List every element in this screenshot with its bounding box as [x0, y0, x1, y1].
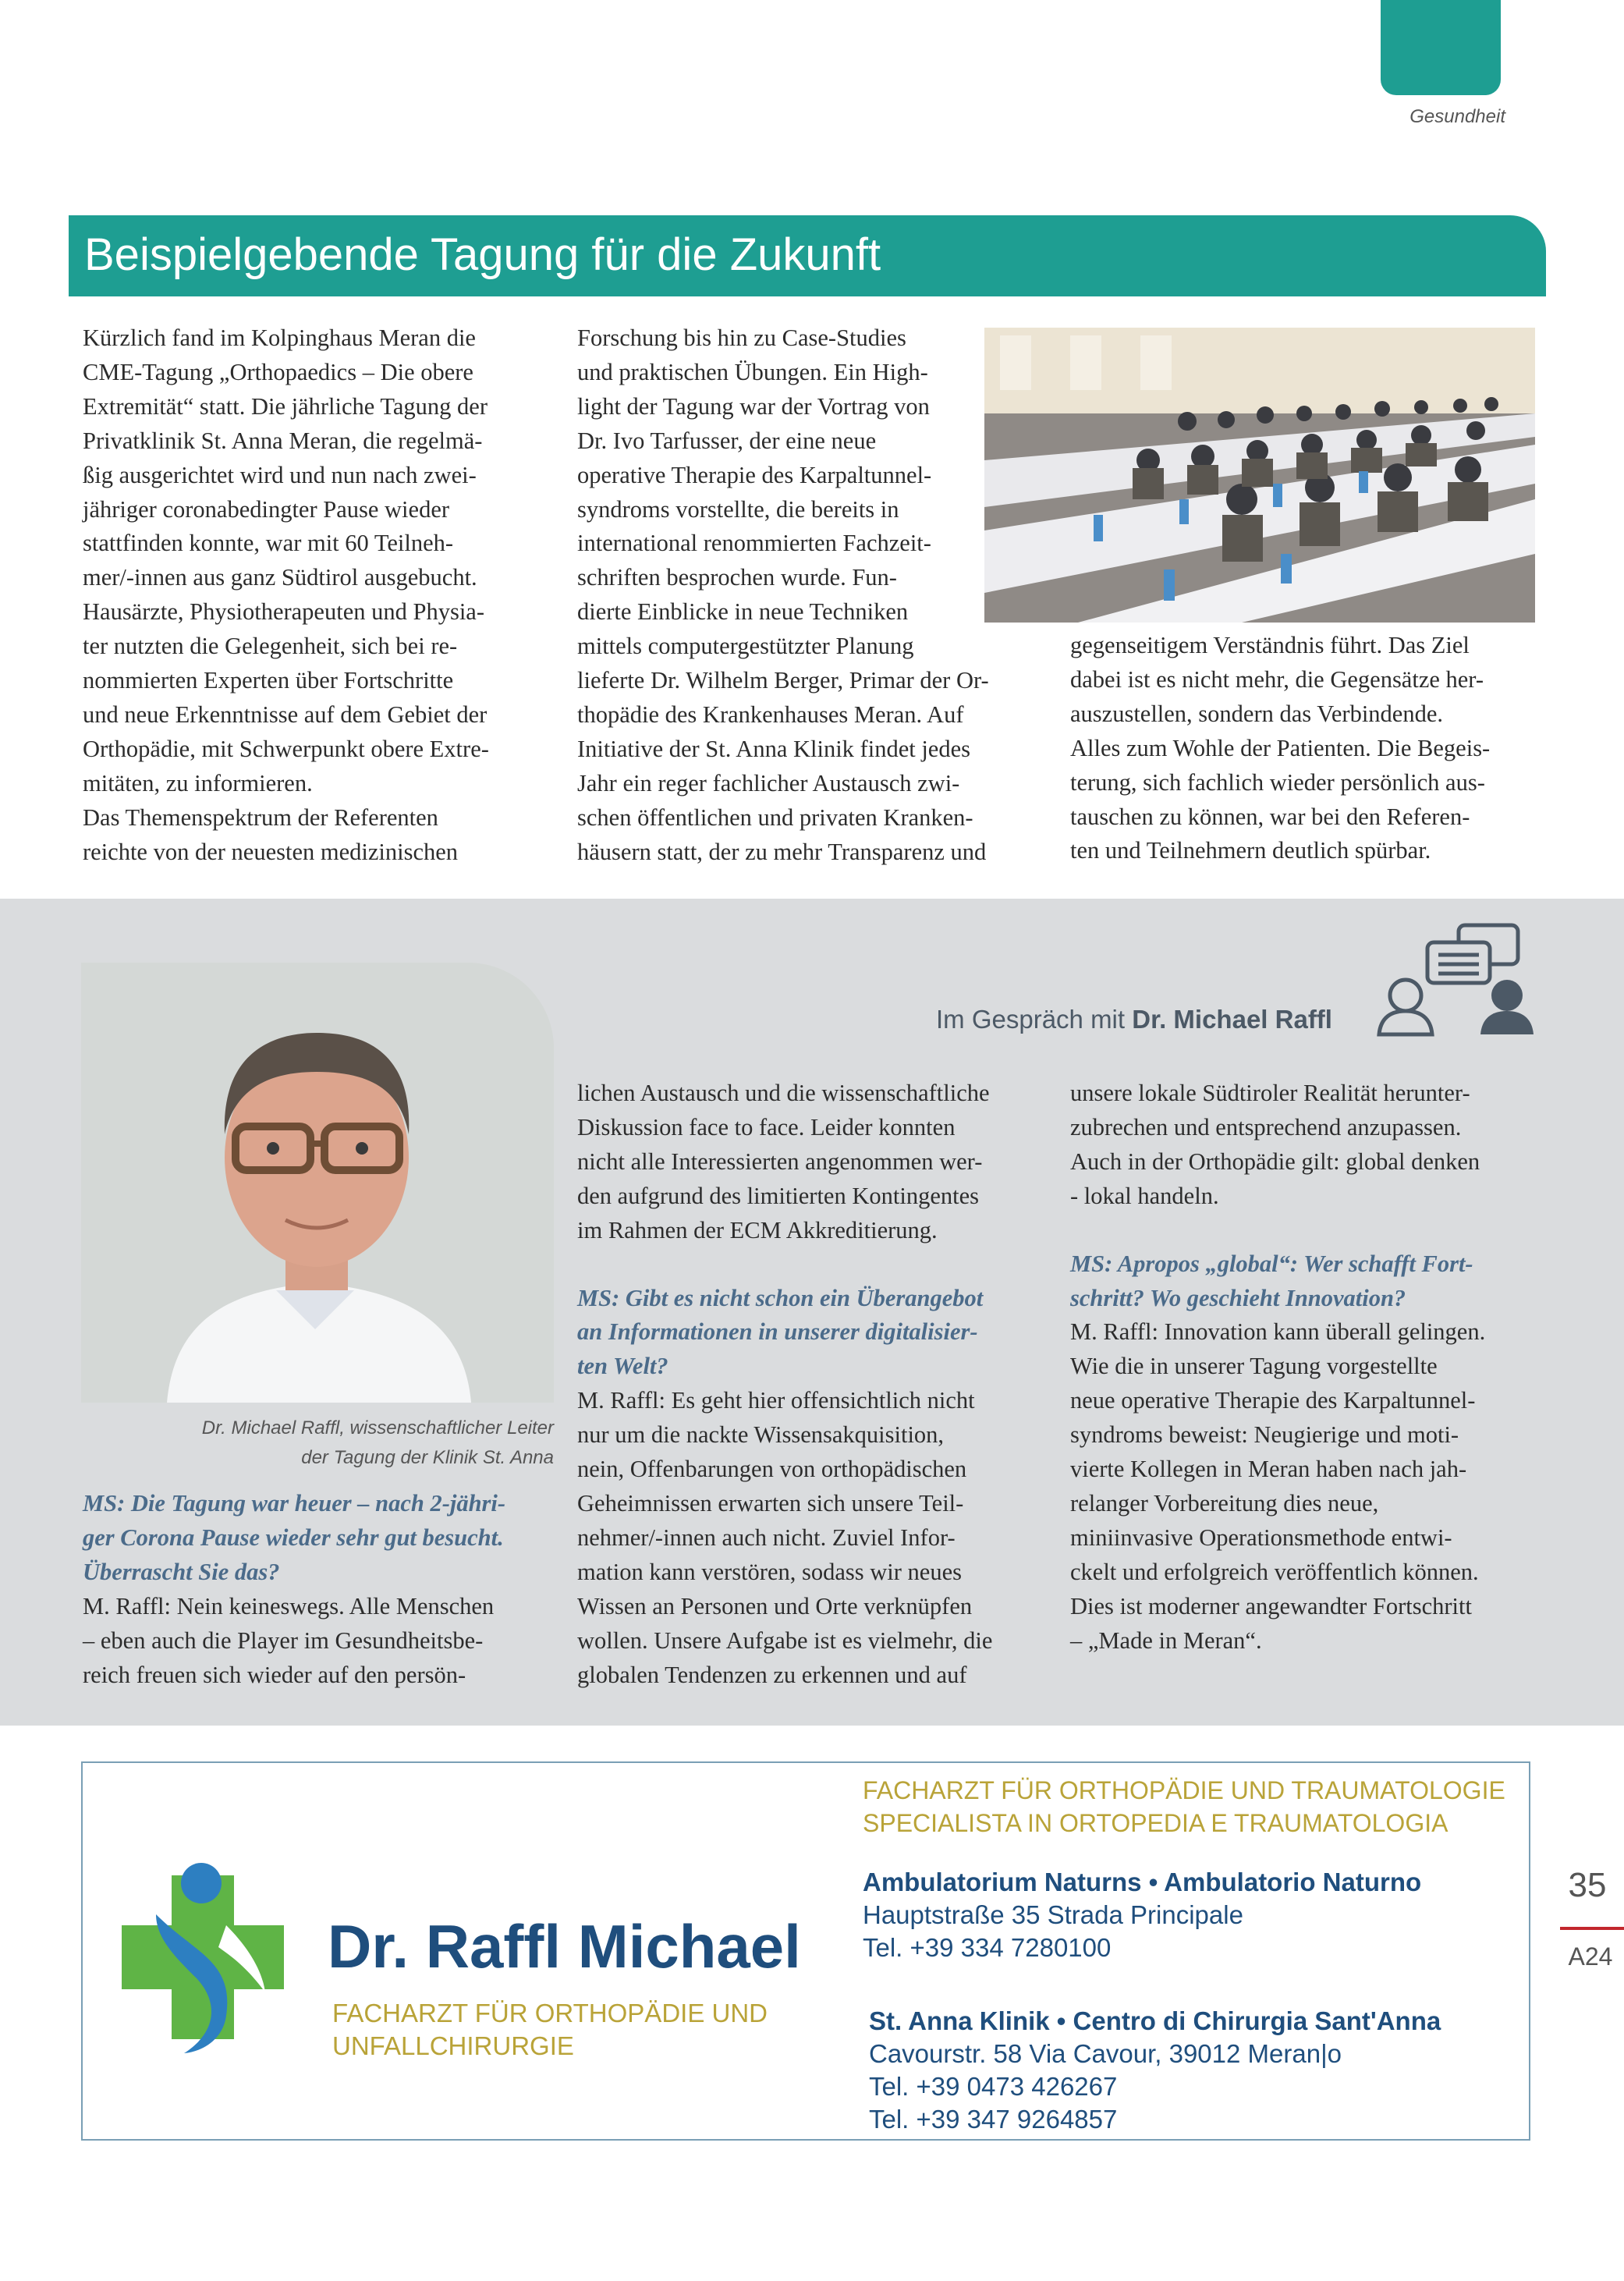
page-number: 35: [1568, 1866, 1607, 1904]
answer-line: lichen Austausch und die wissenschaftliche: [577, 1080, 990, 1106]
text-line: ten und Teilnehmern deutlich spürbar.: [1070, 837, 1431, 864]
text-line: Jahr ein reger fachlicher Austausch zwi-: [577, 769, 960, 796]
conversation-icon: [1373, 921, 1537, 1038]
conference-photo-illustration: [984, 328, 1535, 623]
ad-klinik-title: St. Anna Klinik • Centro di Chirurgia Sant'Anna: [869, 2006, 1441, 2035]
text-line: Dr. Ivo Tarfusser, der eine neue: [577, 427, 877, 454]
portrait-caption: [117, 1414, 554, 1473]
question-line: an Informationen in unserer digitalisier-: [577, 1318, 978, 1346]
question-line: MS: Gibt es nicht schon ein Überangebot: [577, 1284, 984, 1311]
answer-line: - lokal handeln.: [1070, 1182, 1219, 1209]
text-line: Initiative der St. Anna Klinik findet jedes: [577, 735, 970, 762]
page-number-rule: [1560, 1927, 1624, 1930]
article-column-1: [83, 321, 558, 870]
question-line: schritt? Wo geschieht Innovation?: [1070, 1284, 1406, 1311]
portrait-photo: [81, 963, 554, 1403]
interview-title: [936, 1005, 1332, 1034]
text-line: Alles zum Wohle der Patienten. Die Begeis-: [1070, 734, 1491, 761]
question-line: MS: Die Tagung war heuer – nach 2-jähri-: [83, 1490, 506, 1517]
interview-title-name: Dr. Michael Raffl: [1132, 1005, 1332, 1034]
text-line: und neue Erkenntnisse auf dem Gebiet der: [83, 701, 488, 728]
ad-heading-line: SPECIALISTA IN ORTOPEDIA E TRAUMATOLOGIA: [863, 1809, 1448, 1837]
answer-line: im Rahmen der ECM Akkreditierung.: [577, 1216, 938, 1243]
text-line: schen öffentlichen und privaten Kranken-: [577, 803, 973, 831]
answer-line: mation kann verstören, sodass wir neues: [577, 1558, 962, 1585]
answer-line: wollen. Unsere Aufgabe ist es vielmehr, die: [577, 1626, 993, 1654]
ad-klinik: [869, 2005, 1441, 2136]
question-line: ger Corona Pause wieder sehr gut besucht.: [83, 1524, 504, 1551]
answer-line: unsere lokale Südtiroler Realität herunter-: [1070, 1080, 1470, 1106]
answer-line: globalen Tendenzen zu erkennen und auf: [577, 1661, 967, 1688]
section-tab: [1381, 0, 1501, 95]
answer-line: nein, Offenbarungen von orthopädischen: [577, 1456, 967, 1483]
answer-line: Wissen an Personen und Orte verknüpfen: [577, 1592, 973, 1619]
question-block: [1070, 1247, 1538, 1316]
text-line: Privatklinik St. Anna Meran, die regelmä-: [83, 427, 483, 454]
ad-specialty-line: FACHARZT FÜR ORTHOPÄDIE UND: [332, 1999, 768, 2027]
interview-title-prefix: Im Gespräch mit: [936, 1005, 1133, 1034]
answer-line: nicht alle Interessierten angenommen wer-: [577, 1148, 983, 1175]
answer-line: Geheimnissen erwarten sich unsere Teil-: [577, 1489, 964, 1517]
text-line: light der Tagung war der Vortrag von: [577, 392, 930, 420]
text-line: auszustellen, sondern das Verbindende.: [1070, 700, 1443, 727]
text-line: thopädie des Krankenhauses Meran. Auf: [577, 701, 964, 728]
answer-line: M. Raffl: Innovation kann überall gelingen.: [1070, 1318, 1486, 1346]
text-line: und praktischen Übungen. Ein High-: [577, 358, 928, 385]
text-line: Kürzlich fand im Kolpinghaus Meran die: [83, 325, 476, 351]
answer-line: ckelt und erfolgreich veröffentlich können.: [1070, 1558, 1479, 1585]
text-line: Forschung bis hin zu Case-Studies: [577, 325, 906, 351]
text-line: dierte Einblicke in neue Techniken: [577, 598, 909, 626]
ad-phone-line[interactable]: Tel. +39 334 7280100: [863, 1933, 1112, 1962]
interview-column-1: [83, 1487, 558, 1692]
medical-cross-logo-svg: [109, 1860, 300, 2055]
text-line: reichte von der neuesten medizinischen: [83, 838, 459, 865]
answer-line: neue operative Therapie des Karpaltunnel-: [1070, 1387, 1476, 1414]
ad-specialty: [332, 1997, 768, 2063]
answer-line: Dies ist moderner angewandter Fortschritt: [1070, 1592, 1472, 1619]
article-column-2: [577, 321, 1045, 870]
text-line: Das Themenspektrum der Referenten: [83, 803, 438, 831]
answer-line: den aufgrund des limitierten Kontingentes: [577, 1182, 979, 1209]
answer-line: M. Raffl: Nein keineswegs. Alle Menschen: [83, 1592, 495, 1619]
ad-address-line: Cavourstr. 58 Via Cavour, 39012 Meran|o: [869, 2039, 1342, 2068]
question-block: [83, 1487, 558, 1590]
text-line: schriften besprochen wurde. Fun-: [577, 564, 897, 591]
answer-line: Wie die in unserer Tagung vorgestellte: [1070, 1353, 1438, 1380]
section-label: Gesundheit: [1409, 106, 1505, 127]
ad-doctor-name: Dr. Raffl Michael: [328, 1912, 801, 1981]
answer-line: syndroms beweist: Neugierige und moti-: [1070, 1421, 1459, 1449]
text-line: Orthopädie, mit Schwerpunkt obere Extre-: [83, 735, 489, 762]
question-line: MS: Apropos „global“: Wer schafft Fort-: [1070, 1250, 1473, 1277]
answer-line: nur um die nackte Wissensakquisition,: [577, 1421, 945, 1449]
medical-cross-logo: [109, 1860, 300, 2055]
answer-line: zubrechen und entsprechend anzupassen.: [1070, 1113, 1462, 1140]
conversation-icon-svg: [1373, 921, 1537, 1038]
answer-line: – eben auch die Player im Gesundheitsbe-: [83, 1626, 484, 1654]
ad-phone-line[interactable]: Tel. +39 347 9264857: [869, 2105, 1118, 2134]
text-line: Extremität“ statt. Die jährliche Tagung der: [83, 392, 488, 420]
answer-line: reich freuen sich wieder auf den persön-: [83, 1661, 466, 1688]
ad-ambulatorium-title: Ambulatorium Naturns • Ambulatorio Naturno: [863, 1868, 1422, 1896]
text-line: tauschen zu können, war bei den Referen-: [1070, 803, 1470, 830]
ad-heading-line: FACHARZT FÜR ORTHOPÄDIE UND TRAUMATOLOGIE: [863, 1776, 1505, 1804]
caption-line: der Tagung der Klinik St. Anna: [301, 1447, 554, 1468]
answer-line: vierte Kollegen in Meran haben nach jah-: [1070, 1456, 1467, 1483]
text-line: terung, sich fachlich wieder persönlich aus-: [1070, 768, 1485, 796]
answer-line: relanger Vorbereitung dies neue,: [1070, 1489, 1379, 1517]
text-line: nommierten Experten über Fortschritte: [83, 667, 454, 694]
ad-ambulatorium: [863, 1866, 1421, 1964]
article-title: Beispielgebende Tagung für die Zukunft: [84, 229, 881, 280]
text-line: ter nutzten die Gelegenheit, sich bei re-: [83, 633, 458, 660]
question-block: [577, 1282, 1045, 1385]
ad-phone-line[interactable]: Tel. +39 0473 426267: [869, 2072, 1118, 2101]
text-line: stattfinden konnte, war mit 60 Teilneh-: [83, 530, 454, 557]
text-line: syndroms vorstellte, die bereits in: [577, 495, 899, 523]
text-line: jähriger coronabedingter Pause wieder: [83, 495, 450, 523]
conference-photo: [984, 328, 1535, 623]
page-code: A24: [1568, 1942, 1613, 1971]
question-line: ten Welt?: [577, 1353, 668, 1380]
answer-line: Auch in der Orthopädie gilt: global denken: [1070, 1148, 1480, 1175]
question-line: Überrascht Sie das?: [83, 1558, 280, 1585]
interview-column-2: [577, 1077, 1045, 1692]
text-line: international renommierten Fachzeit-: [577, 530, 931, 557]
answer-line: – „Made in Meran“.: [1070, 1626, 1262, 1654]
article-column-3: [1070, 629, 1538, 868]
text-line: häusern statt, der zu mehr Transparenz und: [577, 838, 987, 865]
ad-heading: [863, 1774, 1505, 1839]
text-line: mitäten, zu informieren.: [83, 769, 313, 796]
answer-line: Diskussion face to face. Leider konnten: [577, 1113, 956, 1140]
answer-line: miniinvasive Operationsmethode entwi-: [1070, 1524, 1452, 1551]
answer-line: nehmer/-innen auch nicht. Zuviel Infor-: [577, 1524, 956, 1551]
text-line: lieferte Dr. Wilhelm Berger, Primar der Or-: [577, 667, 989, 694]
caption-line: Dr. Michael Raffl, wissenschaftlicher Leiter: [201, 1417, 554, 1438]
text-line: CME-Tagung „Orthopaedics – Die obere: [83, 358, 473, 385]
interview-column-3: [1070, 1077, 1538, 1658]
ad-address-line: Hauptstraße 35 Strada Principale: [863, 1900, 1243, 1929]
text-line: mittels computergestützter Planung: [577, 633, 914, 660]
portrait-illustration: [81, 963, 554, 1403]
text-line: mer/-innen aus ganz Südtirol ausgebucht.: [83, 564, 477, 591]
text-line: dabei ist es nicht mehr, die Gegensätze her-: [1070, 665, 1484, 693]
ad-specialty-line: UNFALLCHIRURGIE: [332, 2031, 574, 2060]
text-line: gegenseitigem Verständnis führt. Das Ziel: [1070, 632, 1470, 658]
answer-line: M. Raffl: Es geht hier offensichtlich nicht: [577, 1387, 975, 1414]
text-line: ßig ausgerichtet wird und nun nach zwei-: [83, 461, 477, 488]
text-line: Hausärzte, Physiotherapeuten und Physia-: [83, 598, 484, 626]
text-line: operative Therapie des Karpaltunnel-: [577, 461, 932, 488]
